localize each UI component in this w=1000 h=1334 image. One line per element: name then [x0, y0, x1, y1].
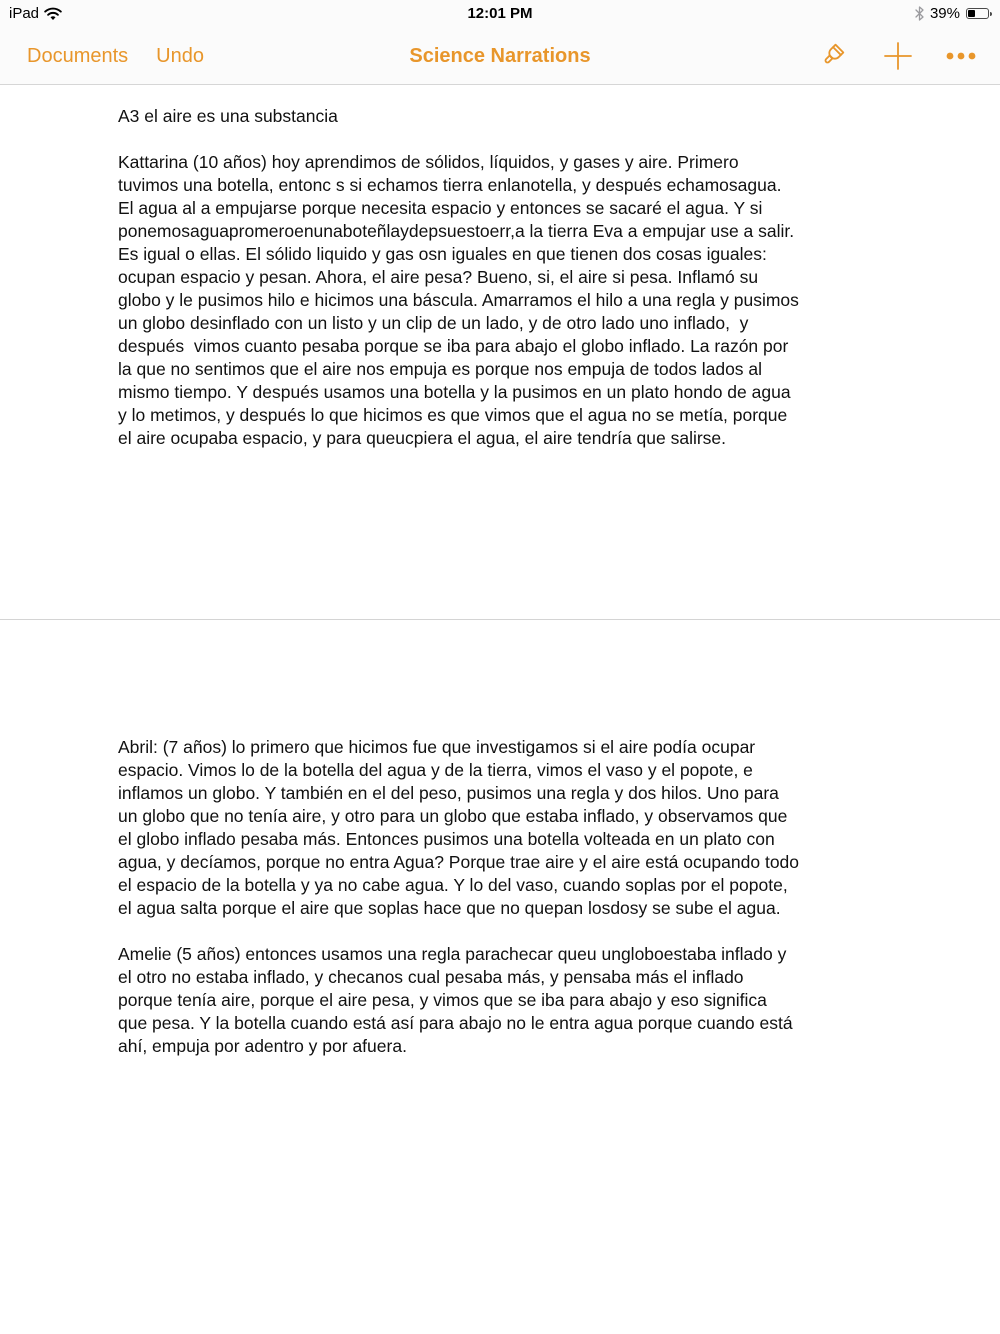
status-bar: [0, 0, 1000, 28]
undo-button[interactable]: Undo: [156, 44, 204, 67]
documents-button[interactable]: Documents: [27, 44, 129, 67]
doc-line: Amelie (5 años) entonces usamos una regla parachecar queu ungloboestaba inflado y: [118, 944, 787, 964]
format-brush-icon[interactable]: [814, 40, 850, 72]
battery-icon: [966, 8, 992, 19]
doc-line: el aire ocupaba espacio, y para queucpiera el agua, el aire tendría que salirse.: [118, 428, 727, 448]
doc-line: el globo inflado pesaba más. Entonces pusimos una botella volteada en un plato con: [118, 829, 775, 849]
doc-line: globo y le pusimos hilo e hicimos una báscula. Amarramos el hilo a una regla y pusimos: [118, 290, 799, 310]
doc-line: inflamos un globo. Y también en el del peso, pusimos una regla y dos hilos. Uno para: [118, 783, 779, 803]
battery-percent: 39%: [929, 5, 960, 22]
toolbar: [0, 28, 1000, 85]
doc-line: Kattarina (10 años) hoy aprendimos de sólidos, líquidos, y gases y aire. Primero: [118, 152, 739, 172]
doc-line: el agua salta porque el aire que soplas hace que no quepan losdosy se sube el agua.: [118, 898, 781, 918]
bluetooth-icon: [915, 6, 924, 21]
doc-line: la que no sentimos que el aire nos empuja es porque nos empuja de todos lados al: [118, 359, 763, 379]
paragraph-abril: [118, 736, 799, 920]
more-ellipsis-icon[interactable]: [946, 51, 976, 61]
doc-line: espacio. Vimos lo de la botella del agua y de la tierra, vimos el vaso y el popote, e: [118, 760, 753, 780]
document-canvas[interactable]: [0, 85, 1000, 1334]
doc-heading: A3 el aire es una substancia: [118, 106, 338, 126]
status-right: [915, 5, 992, 22]
paragraph-amelie: [118, 943, 793, 1058]
doc-line: un globo que no tenía aire, y otro para un globo que estaba inflado, y observamos que: [118, 806, 788, 826]
status-time: 12:01 PM: [467, 5, 533, 22]
doc-line: Abril: (7 años) lo primero que hicimos fue que investigamos si el aire podía ocupar: [118, 737, 756, 757]
paragraph-kattarina: [118, 151, 799, 450]
doc-line: un globo desinflado con un listo y un clip de un lado, y de otro lado uno inflado, y: [118, 313, 749, 333]
add-icon[interactable]: [883, 41, 913, 71]
doc-line: después vimos cuanto pesaba porque se iba para abajo el globo inflado. La razón por: [118, 336, 789, 356]
toolbar-right: [814, 28, 976, 84]
doc-line: El agua al a empujarse porque necesita espacio y entonces se sacaré el agua. Y si: [118, 198, 763, 218]
doc-line: agua, y decíamos, porque no entra Agua? Porque trae aire y el aire está ocupando todo: [118, 852, 800, 872]
doc-line: porque tenía aire, porque el aire pesa, y vimos que se iba para abajo y eso significa: [118, 990, 767, 1010]
doc-line: mismo tiempo. Y después usamos una botella y la pusimos en un plato hondo de agua: [118, 382, 791, 402]
doc-line: ocupan espacio y pesan. Ahora, el aire pesa? Bueno, si, el aire si pesa. Inflamó su: [118, 267, 759, 287]
doc-line: Es igual o ellas. El sólido liquido y gas osn iguales en que tienen dos cosas iguales:: [118, 244, 767, 264]
document-title: Science Narrations: [409, 44, 591, 67]
doc-line: y lo metimos, y después lo que hicimos es que vimos que el agua no se metía, porque: [118, 405, 788, 425]
doc-line: el espacio de la botella y ya no cabe agua. Y lo del vaso, cuando soplas por el popote,: [118, 875, 788, 895]
doc-line: tuvimos una botella, entonc s si echamos tierra enlanotella, y después echamosagua.: [118, 175, 782, 195]
page-break-line: [0, 619, 1000, 620]
doc-line: que pesa. Y la botella cuando está así para abajo no le entra agua porque cuando está: [118, 1013, 793, 1033]
device-label: iPad: [9, 5, 40, 22]
doc-line: ponemosaguapromeroenunaboteñlaydepsuestoerr,a la tierra Eva a empujar use a salir.: [118, 221, 795, 241]
doc-line: ahí, empuja por adentro y por afuera.: [118, 1036, 407, 1056]
doc-line: el otro no estaba inflado, y checanos cual pesaba más, y pensaba más el inflado: [118, 967, 744, 987]
